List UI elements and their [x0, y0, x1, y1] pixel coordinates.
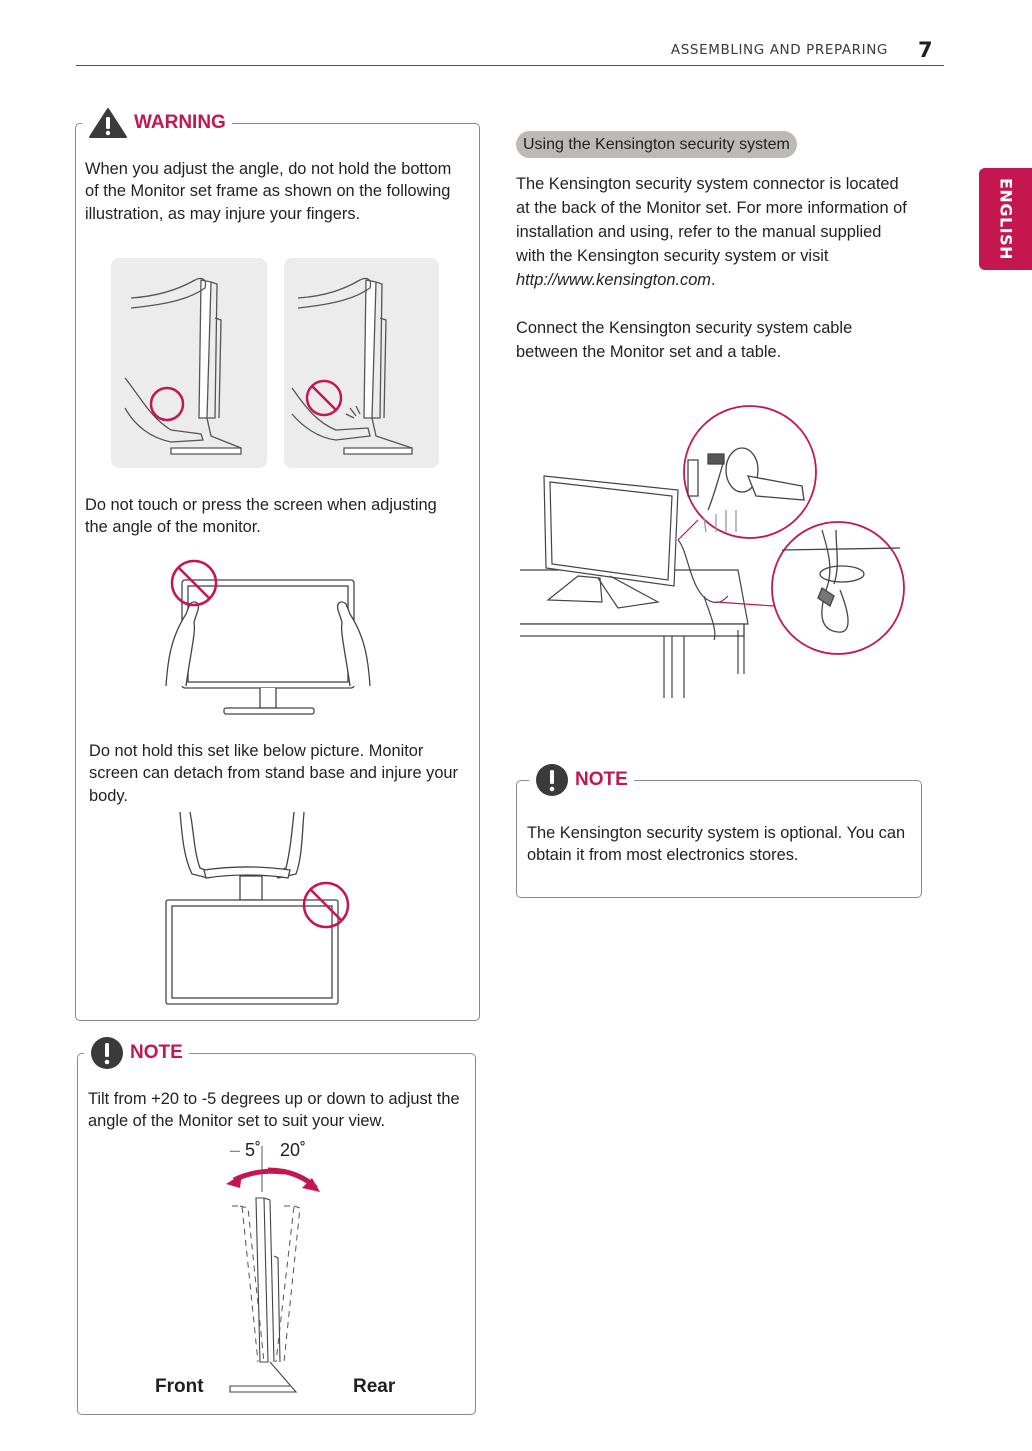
note-kensington-text: The Kensington security system is optional. You can obtain it from most electronics stores. [527, 824, 906, 865]
exclamation-icon [535, 763, 569, 797]
language-tab [979, 168, 1032, 270]
header-rule [76, 65, 944, 66]
warning-text-1: When you adjust the angle, do not hold the bottom of the Monitor set frame as shown on the following illustration, as may injure your fingers. [85, 160, 452, 223]
angle-rear-label: 20˚ [280, 1140, 307, 1160]
illustration-hold-by-stand [162, 812, 362, 1007]
warning-header [82, 108, 232, 138]
kensington-text-1-main: The Kensington security system connector is located at the back of the Monitor set. For more information of installation and using, refer to the manual supplied with the Kensington security system or visit [516, 175, 907, 265]
illustration-correct-grip [111, 258, 267, 468]
note-kensington-title: NOTE [575, 769, 628, 790]
illustration-kensington-lock [518, 400, 918, 700]
kensington-text-1-end: . [710, 271, 716, 289]
warning-triangle-icon [88, 107, 128, 139]
note-tilt-title: NOTE [130, 1042, 183, 1063]
label-rear: Rear [353, 1376, 396, 1397]
warning-text-3: Do not hold this set like below picture. Monitor screen can detach from stand base and injure your body. [89, 742, 459, 805]
illustration-wrong-grip [284, 258, 439, 468]
angle-front-label: – 5˚ [230, 1140, 262, 1160]
kensington-text-2: Connect the Kensington security system cable between the Monitor set and a table. [516, 319, 853, 361]
exclamation-icon [90, 1036, 124, 1070]
note-tilt-text: Tilt from +20 to -5 degrees up or down to adjust the angle of the Monitor set to suit your view. [88, 1090, 460, 1131]
note-kensington-header [529, 765, 634, 795]
page-number: 7 [918, 38, 933, 62]
kensington-text-1 [516, 172, 908, 292]
warning-text-2: Do not touch or press the screen when adjusting the angle of the monitor. [85, 496, 437, 537]
kensington-url[interactable]: http://www.kensington.com [516, 271, 711, 289]
kensington-heading: Using the Kensington security system [516, 131, 797, 158]
note-tilt-header [84, 1038, 189, 1068]
language-tab-label: ENGLISH [996, 177, 1015, 261]
angle-front-value: 5˚ [245, 1140, 262, 1160]
label-front: Front [155, 1376, 204, 1397]
tilt-arc-graphic [150, 1136, 410, 1406]
running-header-section: ASSEMBLING AND PREPARING [670, 42, 888, 58]
illustration-press-screen [160, 556, 390, 721]
tilt-diagram [150, 1136, 410, 1406]
warning-title: WARNING [134, 112, 226, 133]
